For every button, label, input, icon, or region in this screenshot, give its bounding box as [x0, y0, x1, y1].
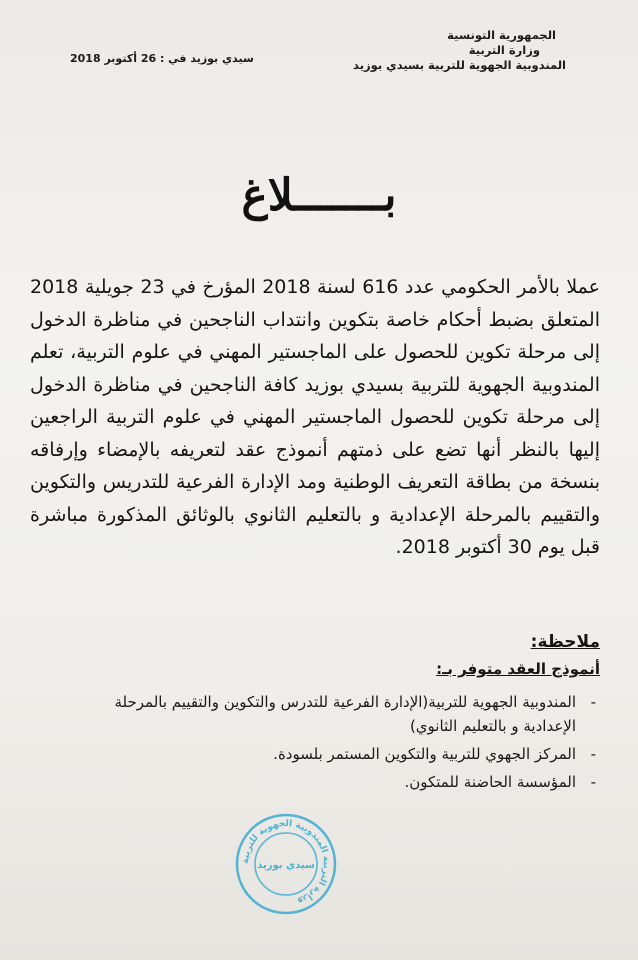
announcement-body: عملا بالأمر الحكومي عدد 616 لسنة 2018 المؤرخ في 23 جويلية 2018 المتعلق بضبط أحكام خاصة بتكوين وانتداب الناجحين في مناظرة الدخول إلى مرحلة تكوين للحصول على الماجستير المهني في علوم التربية، تعلم المندوبية الجهوية للتربية بسيدي بوزيد كافة الناجحين في مناظرة الدخول إلى مرحلة تكوين للحصول الماجستير المهني في علوم التربية الراجعين إليها بالنظر أنها تضع على ذمتهم أنموذج عقد لتعريفه بالإمضاء وإرفاقه بنسخة من بطاقة التعريف الوطنية ومد الإدارة الفرعية للتدريس والتكوين والتقييم بالمرحلة الإعدادية و بالتعليم الثانوي بالوثائق المذكورة مباشرة قبل يوم 30 أكتوبر 2018. [30, 276, 600, 558]
letterhead-line-directorate: المندوبية الجهوية للتربية بسيدي بوزيد [353, 58, 566, 72]
letterhead-line-ministry: وزارة التربية [468, 43, 540, 57]
letterhead-line-republic: الجمهورية التونسية [447, 28, 556, 42]
note-heading: ملاحظة: [530, 632, 600, 652]
stamp-center-text: سيدي بوزيد [257, 860, 315, 871]
stamp-outer-text: وزارة التربية المندوبية الجهوية للتربية [240, 818, 332, 907]
date-line: سيدي بوزيد في : 26 أكتوبر 2018 [70, 52, 254, 65]
list-item: - المركز الجهوي للتربية والتكوين المستمر بلسودة. [58, 742, 598, 766]
official-stamp-icon [234, 812, 338, 916]
note-subheading: أنموذج العقد متوفر بـ: [436, 660, 600, 678]
list-item: - المؤسسة الحاضنة للمتكون. [58, 770, 598, 794]
page-title: بـــــــلاغ [241, 170, 397, 221]
list-item: - المندوبية الجهوية للتربية(الإدارة الفرعية للتدرس والتكوين والتقييم بالمرحلة الإعدادية و بالتعليم الثانوي) [58, 690, 598, 738]
letterhead [353, 28, 566, 73]
note-list [58, 690, 598, 798]
